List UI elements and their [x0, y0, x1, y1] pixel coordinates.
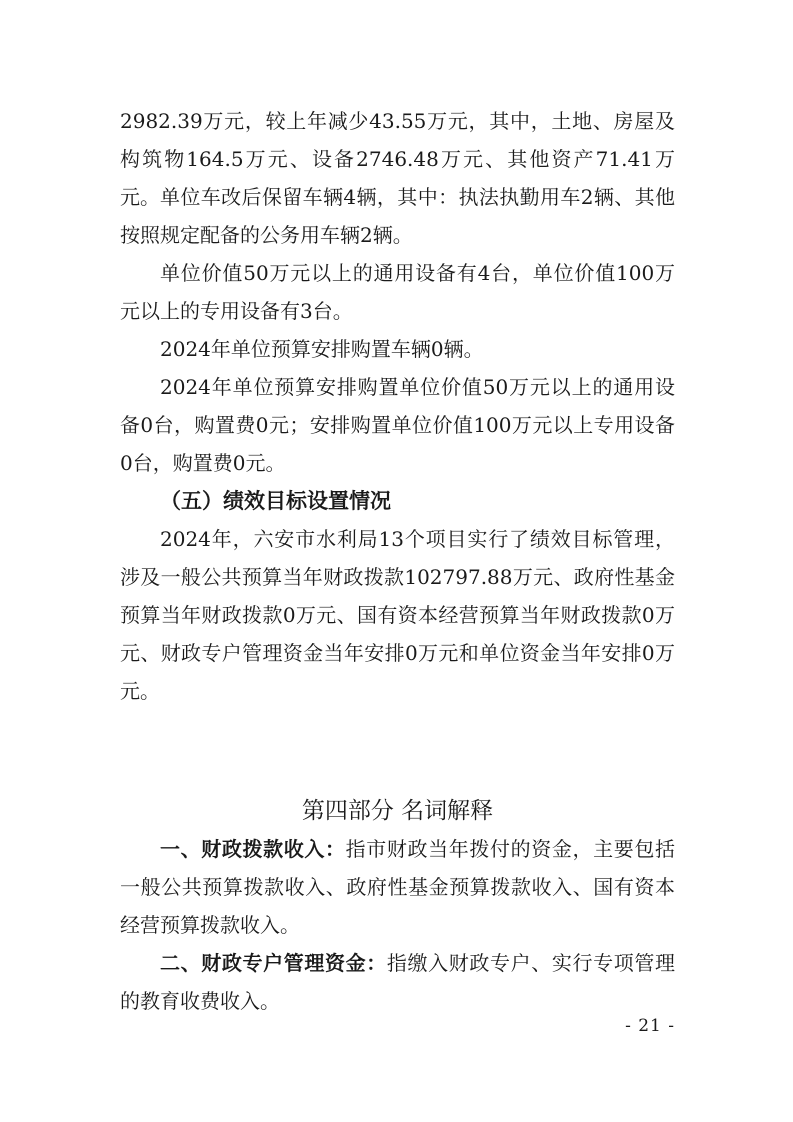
paragraph-equipment: 单位价值50万元以上的通用设备有4台，单位价值100万元以上的专用设备有3台。 [120, 261, 675, 323]
glossary-term: 二、财政专户管理资金： [160, 951, 387, 975]
paragraph-assets-continuation: 2982.39万元，较上年减少43.55万元，其中，土地、房屋及构筑物164.5万元、设备2746.48万元、其他资产71.41万元。 [120, 109, 675, 209]
glossary-definition: 指缴入财政专户、实行专项管理的教育收费收入。 [120, 951, 675, 1013]
section-heading-performance-goals: （五）绩效目标设置情况 [160, 488, 391, 513]
paragraph-vehicle-purchase: 2024年单位预算安排购置车辆0辆。 [160, 337, 484, 361]
paragraph-performance-goals: 2024年，六安市水利局13个项目实行了绩效目标管理，涉及一般公共预算当年财政拨款102797.88万元、政府性基金预算当年财政拨款0万元、国有资本经营预算当年财政拨款0万元、财政专户管理资金当年安排0万元和单位资金当年安排0万元。 [120, 527, 675, 703]
paragraph-vehicles: 单位车改后保留车辆4辆，其中：执法执勤用车2辆、其他按照规定配备的公务用车辆2辆。 [120, 185, 675, 247]
glossary-term: 一、财政拨款收入： [160, 837, 346, 861]
page-number: - 21 - [625, 1016, 675, 1036]
part-title-glossary: 第四部分 名词解释 [301, 798, 494, 824]
glossary-item-special-account-funds [120, 944, 675, 1020]
glossary-item-fiscal-appropriation [120, 830, 675, 944]
paragraph-equipment-purchase: 2024年单位预算安排购置单位价值50万元以上的通用设备0台，购置费0元；安排购置单位价值100万元以上专用设备0台，购置费0元。 [120, 375, 675, 475]
glossary-definition: 指市财政当年拨付的资金，主要包括一般公共预算拨款收入、政府性基金预算拨款收入、国有资本经营预算拨款收入。 [120, 837, 675, 937]
